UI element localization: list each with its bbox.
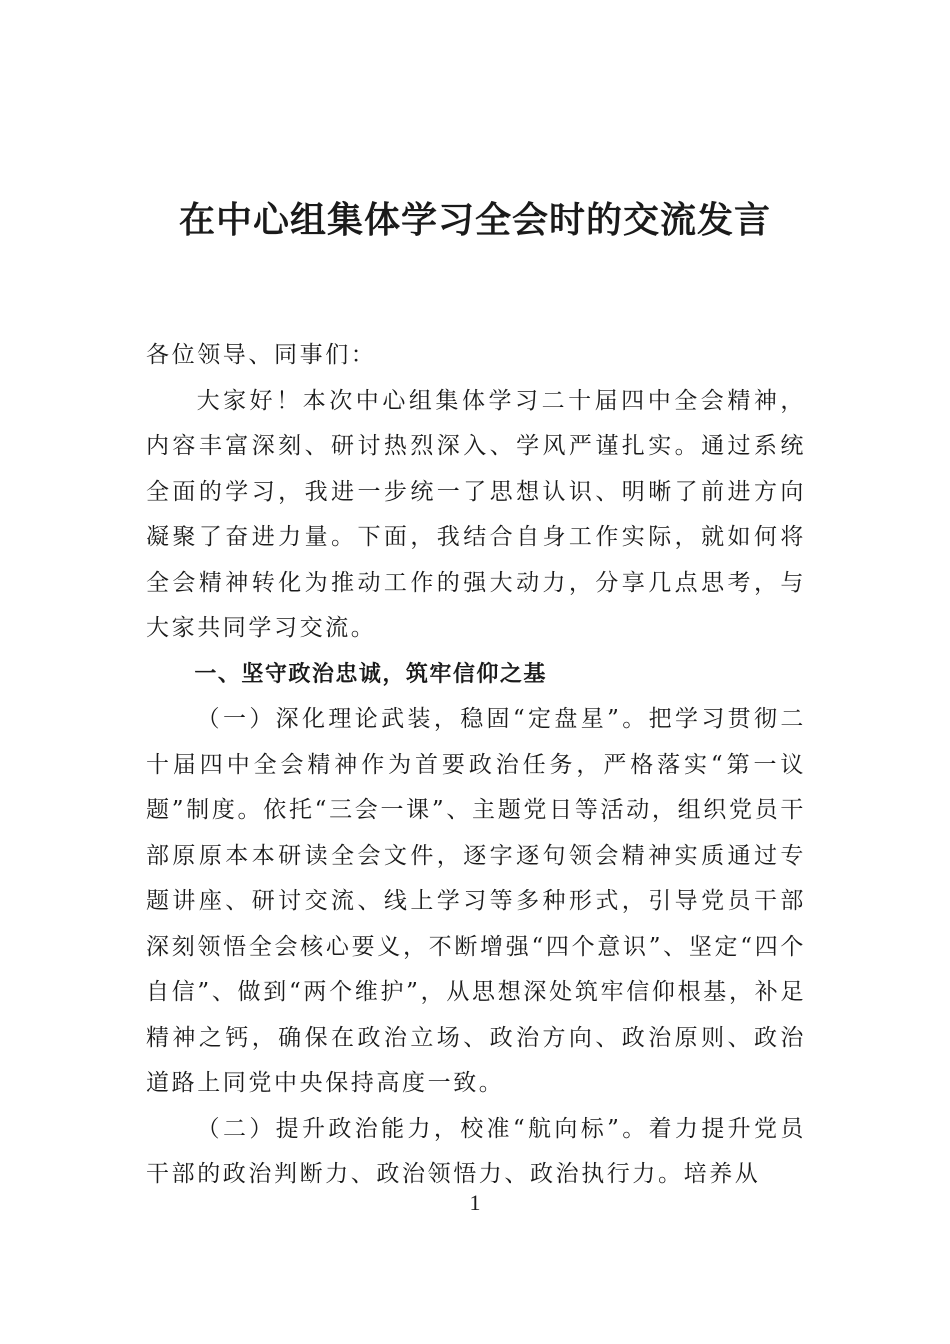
subsection-1-paragraph: （一）深化理论武装，稳固“定盘星”。把学习贯彻二十届四中全会精神作为首要政治任务，严格落实“第一议题”制度。依托“三会一课”、主题党日等活动，组织党员干部原原本本研读全会文件，逐字逐句领会精神实质通过专题讲座、研讨交流、线上学习等多种形式，引导党员干部深刻领悟全会核心要义，不断增强“四个意识”、坚定“四个自信”、做到“两个维护”，从思想深处筑牢信仰根基，补足精神之钙，确保在政治立场、政治方向、政治原则、政治道路上同党中央保持高度一致。: [146, 706, 806, 1096]
document-title: 在中心组集体学习全会时的交流发言: [178, 199, 771, 241]
page-number: 1: [469, 1190, 481, 1215]
greeting-line: 各位领导、同事们：: [146, 342, 377, 368]
intro-paragraph: 大家好！本次中心组集体学习二十届四中全会精神，内容丰富深刻、研讨热烈深入、学风严谨扎实。通过系统全面的学习，我进一步统一了思想认识、明晰了前进方向凝聚了奋进力量。下面，我结合自身工作实际，就如何将全会精神转化为推动工作的强大动力，分享几点思考，与大家共同学习交流。: [146, 387, 806, 641]
subsection-2-paragraph: （二）提升政治能力，校准“航向标”。着力提升党员干部的政治判断力、政治领悟力、政治执行力。培养从: [146, 1115, 806, 1187]
section-heading: 一、坚守政治忠诚，筑牢信仰之基: [194, 661, 547, 687]
document-body: [146, 333, 806, 1198]
